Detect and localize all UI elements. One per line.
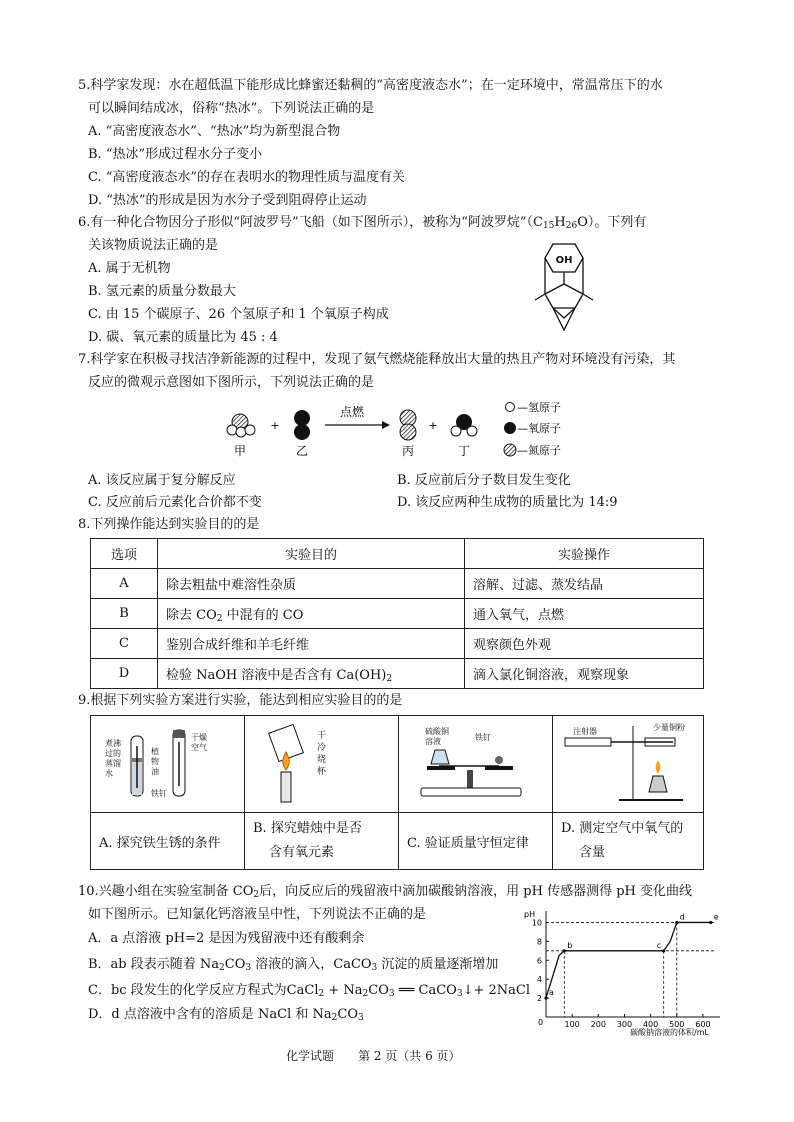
q7-option-d: D. 该反应两种生成物的质量比为 14:9	[397, 495, 618, 510]
svg-text:溶液: 溶液	[425, 737, 441, 746]
svg-text:蒸馏: 蒸馏	[105, 759, 121, 768]
svg-text:物: 物	[151, 757, 159, 766]
table-row	[91, 569, 704, 599]
q9-stem: 9.根据下列实验方案进行实验，能达到相应实验目的的是	[78, 693, 403, 708]
y-tick-label: 10	[531, 918, 542, 928]
svg-text:煮沸: 煮沸	[105, 739, 121, 748]
q9-option-d: D. 测定空气中氧气的 含量	[553, 813, 704, 870]
y-tick-label: 4	[536, 975, 542, 985]
q6-option-c: C. 由 15 个碳原子、26 个氢原子和 1 个氧原子构成	[88, 307, 389, 322]
point-e	[709, 921, 712, 924]
q6-stem-line2: 关该物质说法正确的是	[88, 238, 219, 253]
y-tick-label: 2	[536, 994, 542, 1004]
table-cell: 除去 $CO_2$ 中混有的 CO	[158, 599, 465, 629]
x-tick-label: 400	[642, 1020, 659, 1029]
point-label-b: b	[567, 940, 573, 950]
point-label-d: d	[679, 912, 685, 922]
x-tick-label: 300	[616, 1020, 633, 1029]
q8-stem: 8.下列操作能达到实验目的的是	[78, 517, 260, 532]
y-axis-label: pH	[524, 910, 536, 919]
svg-text:+: +	[428, 419, 438, 432]
q8-table	[90, 538, 704, 689]
x-axis-label: 碳酸钠溶液的体积/mL	[630, 1028, 709, 1037]
svg-text:植: 植	[151, 747, 159, 756]
svg-text:少量铜粉: 少量铜粉	[653, 723, 685, 732]
reaction-diagram	[220, 396, 600, 464]
point-label-a: a	[549, 988, 554, 998]
q9-figure-a	[91, 716, 245, 813]
water-molecule	[451, 414, 477, 436]
table-cell: D	[91, 659, 158, 689]
table-row	[91, 599, 704, 629]
table-cell: 鉴别合成纤维和羊毛纤维	[158, 629, 465, 659]
table-row	[91, 629, 704, 659]
point-label-c: c	[656, 940, 662, 950]
q6-option-d: D. 碳、氧元素的质量比为 45 : 4	[88, 330, 278, 345]
table-header: 实验操作	[465, 539, 704, 569]
apollane-structure	[525, 236, 605, 336]
table-cell: 滴入氯化铜溶液，观察现象	[465, 659, 704, 689]
x-tick-label: 200	[590, 1020, 606, 1029]
svg-text:杯: 杯	[317, 767, 327, 777]
table-cell: B	[91, 599, 158, 629]
q7-option-b: B. 反应前后分子数目发生变化	[397, 473, 571, 488]
svg-text:烧: 烧	[317, 755, 327, 765]
x-tick-label: 500	[669, 1020, 685, 1029]
svg-text:注射器: 注射器	[573, 727, 597, 736]
point-d	[675, 921, 678, 924]
label-bing: 丙	[401, 444, 415, 458]
label-ding: 丁	[457, 444, 471, 458]
y-tick-label: 8	[536, 937, 542, 947]
q6-option-b: B. 氢元素的质量分数最大	[88, 284, 236, 299]
svg-text:过的: 过的	[105, 749, 121, 758]
q9-figure-c	[399, 716, 553, 813]
legend-hydrogen: —氢原子	[517, 401, 561, 414]
point-label-e: e	[713, 912, 719, 922]
q9-figure-d	[553, 716, 704, 813]
svg-text:空气: 空气	[191, 743, 207, 752]
origin-label: 0	[538, 1018, 544, 1027]
q10-option-b: B．ab 段表示随着 $Na_2CO_3$ 溶液的滴入，CaCO$_3$ 沉淀的质量逐渐增加	[88, 957, 499, 973]
table-row	[91, 659, 704, 689]
reaction-condition: 点燃	[339, 405, 365, 419]
oxygen-molecule	[294, 410, 310, 440]
x-tick-label: 600	[695, 1020, 711, 1029]
table-cell: C	[91, 629, 158, 659]
svg-text:油: 油	[151, 767, 159, 776]
q9-option-b: B. 探究蜡烛中是否 含有氧元素	[245, 813, 399, 870]
table-cell: 溶解、过滤、蒸发结晶	[465, 569, 704, 599]
point-b	[563, 949, 566, 952]
q5-option-b: B. “热冰”形成过程水分子变小	[88, 147, 263, 162]
atom-legend	[504, 400, 561, 457]
x-tick-label: 100	[564, 1020, 580, 1029]
q7-option-c: C. 反应前后元素化合价都不变	[88, 495, 262, 510]
table-cell: 通入氧气，点燃	[465, 599, 704, 629]
svg-text:干燥: 干燥	[191, 733, 207, 742]
table-header-row	[91, 539, 704, 569]
q5-option-a: A. “高密度液态水”、“热冰”均为新型混合物	[88, 124, 341, 139]
label-jia: 甲	[233, 444, 247, 458]
nitrogen-molecule	[400, 410, 416, 440]
ph-curve-line	[546, 922, 711, 998]
label-yi: 乙	[295, 444, 309, 458]
svg-text:铁钉: 铁钉	[475, 733, 491, 742]
q7-stem-line2: 反应的微观示意图如下图所示，下列说法正确的是	[88, 375, 375, 390]
q5-stem-line1: 5.科学家发现：水在超低温下能形成比蜂蜜还黏稠的“高密度液态水”；在一定环境中，常温常压下的水	[78, 78, 663, 93]
q9-option-a: A. 探究铁生锈的条件	[91, 813, 245, 870]
table-cell: 检验 NaOH 溶液中是否含有 $Ca(OH)_2$	[158, 659, 465, 689]
q5-option-d: D. “热冰”的形成是因为水分子受到阻碍停止运动	[88, 193, 367, 208]
page-footer: 化学试题 第 2 页（共 6 页）	[286, 1049, 461, 1063]
svg-text:干: 干	[317, 731, 327, 741]
q10-option-c: C．bc 段发生的化学反应方程式为CaCl$_2$ + $Na_2CO_3$ ══ CaCO$_3$↓+ 2NaCl	[88, 983, 530, 999]
svg-text:水: 水	[105, 769, 113, 778]
q9-option-c: C. 验证质量守恒定律	[399, 813, 553, 870]
q6-stem-line1: 6.有一种化合物因分子形似“阿波罗号”飞船（如下图所示），被称为“阿波罗烷$”(C_{15}H_{26}O)$。下列有	[78, 215, 647, 231]
svg-text:冷: 冷	[317, 743, 327, 753]
table-header: 选项	[91, 539, 158, 569]
table-cell: 除去粗盐中难溶性杂质	[158, 569, 465, 599]
point-c	[662, 949, 665, 952]
ammonia-molecule	[227, 414, 255, 437]
ph-curve-chart	[516, 905, 726, 1039]
q10-stem-line1: 10.兴趣小组在实验室制备 $CO_2$后，向反应后的残留液中滴加碳酸钠溶液，用 pH 传感器测得 pH 变化曲线	[78, 884, 693, 900]
q10-option-d: D．d 点溶液中含有的溶质是 NaCl 和 $Na_2CO_3$	[88, 1007, 364, 1023]
legend-oxygen: —氧原子	[517, 422, 561, 435]
q10-option-a: A．a 点溶液 pH=2 是因为残留液中还有酸剩余	[88, 931, 365, 946]
table-cell: 观察颜色外观	[465, 629, 704, 659]
q7-stem-line1: 7.科学家在积极寻找洁净新能源的过程中，发现了氨气燃烧能释放出大量的热且产物对环境没有污染，其	[78, 352, 676, 367]
point-a	[544, 996, 547, 999]
svg-text:硫酸铜: 硫酸铜	[425, 727, 449, 736]
y-tick-label: 6	[536, 956, 542, 966]
q5-stem-line2: 可以瞬间结成冰，俗称“热冰”。下列说法正确的是	[88, 101, 375, 116]
svg-text:铁钉: 铁钉	[151, 789, 167, 798]
q9-table	[90, 715, 704, 870]
oh-label: OH	[555, 255, 573, 266]
table-cell: A	[91, 569, 158, 599]
table-header: 实验目的	[158, 539, 465, 569]
q10-stem-line2: 如下图所示。已知氯化钙溶液呈中性，下列说法不正确的是	[88, 907, 427, 922]
svg-text:+: +	[270, 419, 280, 432]
q9-figure-b	[245, 716, 399, 813]
legend-nitrogen: —氮原子	[517, 444, 561, 457]
q7-option-a: A. 该反应属于复分解反应	[88, 473, 236, 488]
q5-option-c: C. “高密度液态水”的存在表明水的物理性质与温度有关	[88, 170, 406, 185]
q6-option-a: A. 属于无机物	[88, 261, 171, 276]
